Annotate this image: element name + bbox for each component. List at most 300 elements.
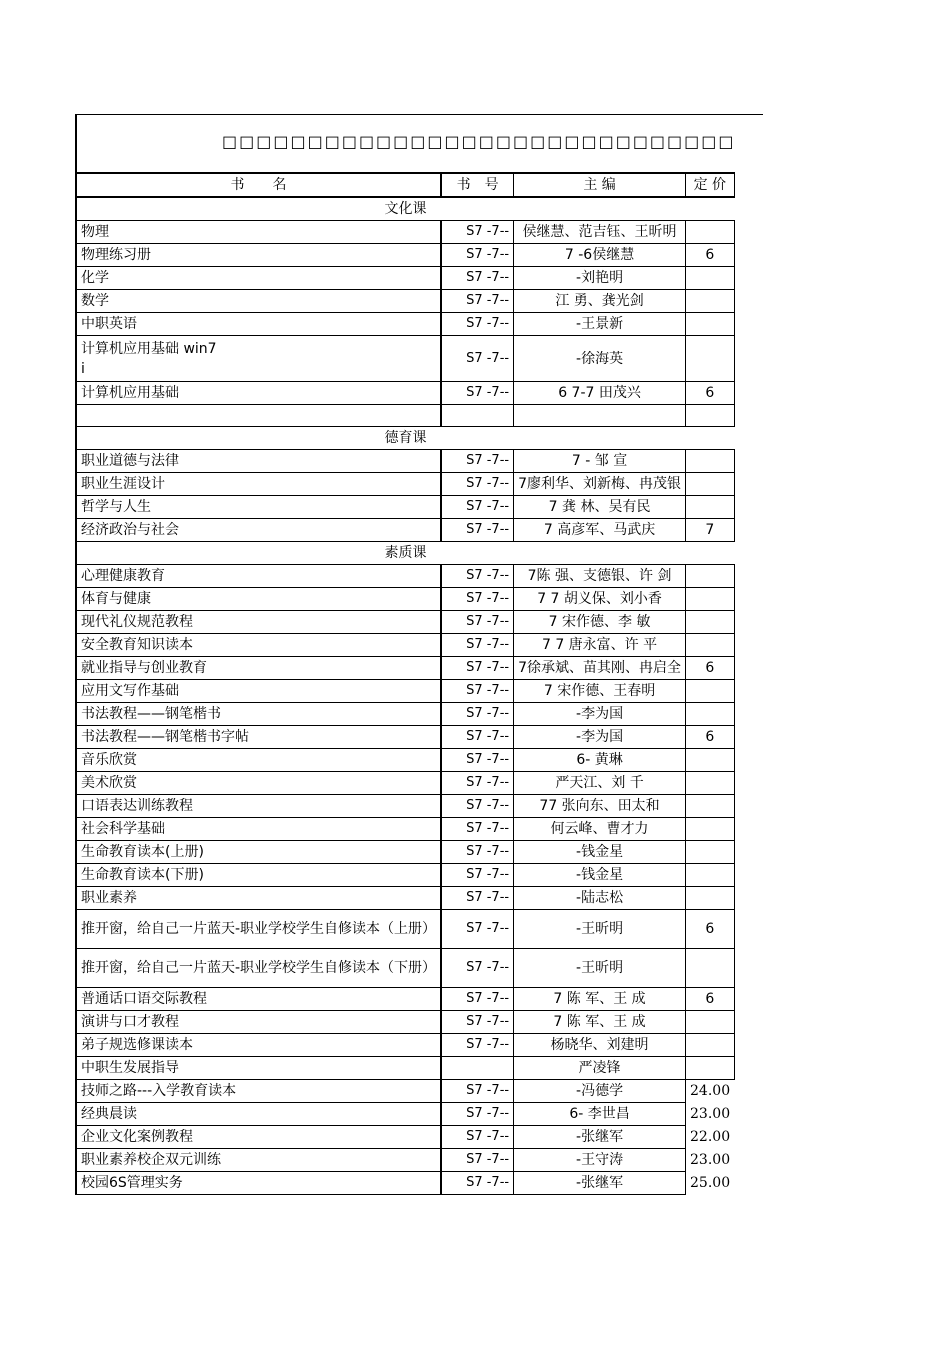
isbn-part: -	[504, 991, 510, 1006]
page-title: □□□□□□□□□□□□□□□□□□□□□□□□□□□□□□	[222, 132, 736, 151]
table-row	[76, 949, 734, 988]
isbn-part: -	[504, 921, 510, 936]
isbn-part: S	[466, 683, 475, 698]
book-editor: 江 勇、龚光剑	[514, 290, 686, 313]
book-isbn	[441, 680, 514, 703]
isbn-part: S	[466, 991, 475, 1006]
book-price	[686, 887, 735, 910]
book-price: 6	[686, 657, 735, 680]
book-name	[76, 405, 441, 427]
isbn-part: 7 -7-	[474, 522, 505, 537]
isbn-parts	[446, 1011, 509, 1033]
header-isbn: 书 号	[441, 173, 514, 197]
isbn-part: -	[504, 752, 510, 767]
isbn-parts	[446, 657, 509, 679]
isbn-part: 7 -7-	[474, 1129, 505, 1144]
book-editor: -李为国	[514, 726, 686, 749]
isbn-part: -	[504, 385, 510, 400]
isbn-parts	[446, 473, 509, 495]
isbn-part: 7 -7-	[474, 775, 505, 790]
book-price: 23.00	[690, 1106, 731, 1122]
isbn-part: -	[504, 775, 510, 790]
table-row	[76, 519, 734, 542]
isbn-part: -	[504, 316, 510, 331]
book-price	[686, 864, 735, 887]
isbn-part: -	[504, 350, 510, 366]
isbn-part: 7 -7-	[474, 1106, 505, 1121]
isbn-part: S	[466, 844, 475, 859]
isbn-part: 7 -7-	[474, 660, 505, 675]
isbn-parts	[446, 290, 509, 312]
book-name: 经典晨读	[76, 1103, 441, 1126]
book-price: 6	[686, 382, 735, 405]
book-name: 中职英语	[76, 313, 441, 336]
header-editor: 主 编	[514, 173, 686, 197]
book-name: 心理健康教育	[76, 565, 441, 588]
table-row	[76, 657, 734, 680]
isbn-parts	[446, 1034, 509, 1056]
table-row	[76, 496, 734, 519]
book-editor: -徐海英	[514, 336, 686, 382]
book-editor: 何云峰、曹才力	[514, 818, 686, 841]
book-editor: 6 7-7 田茂兴	[514, 382, 686, 405]
isbn-part: 7 -7-	[474, 614, 505, 629]
table-row	[76, 473, 734, 496]
isbn-part: -	[504, 960, 510, 975]
book-isbn	[441, 313, 514, 336]
isbn-part: S	[466, 1175, 475, 1190]
book-editor: 7徐承斌、苗其刚、冉启全	[514, 657, 686, 680]
table-row	[76, 1057, 734, 1080]
isbn-part: S	[466, 1014, 475, 1029]
table-row	[76, 749, 734, 772]
book-editor: 杨晓华、刘建明	[514, 1034, 686, 1057]
book-editor: -刘艳明	[514, 267, 686, 290]
isbn-part: -	[504, 522, 510, 537]
book-price: 25.00	[690, 1175, 731, 1191]
book-editor: 7 宋作德、李 敏	[514, 611, 686, 634]
table-row	[76, 726, 734, 749]
isbn-parts	[446, 957, 509, 979]
table-row	[76, 887, 734, 910]
isbn-parts	[446, 1149, 509, 1171]
book-editor: 7陈 强、支德银、许 剑	[514, 565, 686, 588]
table-row	[76, 1011, 734, 1034]
isbn-part: -	[504, 247, 510, 262]
isbn-part: S	[466, 798, 475, 813]
book-isbn	[441, 657, 514, 680]
book-name: 中职生发展指导	[76, 1057, 441, 1080]
table-row	[76, 450, 734, 473]
section-label: 文化课	[76, 197, 734, 221]
table-row	[76, 267, 734, 290]
book-isbn	[441, 405, 514, 427]
isbn-part: S	[466, 224, 475, 239]
isbn-parts	[446, 634, 509, 656]
book-name: 美术欣赏	[76, 772, 441, 795]
book-name: 校园6S管理实务	[76, 1172, 441, 1195]
isbn-parts	[446, 1080, 509, 1102]
table-row	[76, 221, 734, 244]
book-isbn	[441, 290, 514, 313]
table-row	[76, 703, 734, 726]
book-price	[686, 634, 735, 657]
isbn-parts	[446, 382, 509, 404]
isbn-part: S	[466, 752, 475, 767]
isbn-parts	[446, 918, 509, 940]
isbn-part: 7 -7-	[474, 706, 505, 721]
book-name: 书法教程——钢笔楷书字帖	[76, 726, 441, 749]
isbn-part: S	[466, 247, 475, 262]
book-price	[686, 680, 735, 703]
book-isbn	[441, 244, 514, 267]
isbn-part: 7 -7-	[474, 591, 505, 606]
isbn-part: 7 -7-	[474, 499, 505, 514]
isbn-part: 7 -7-	[474, 247, 505, 262]
isbn-part: S	[466, 476, 475, 491]
book-name: 生命教育读本(下册)	[76, 864, 441, 887]
isbn-part: -	[504, 637, 510, 652]
book-name: 安全教育知识读本	[76, 634, 441, 657]
isbn-parts	[446, 519, 509, 541]
table-row	[76, 1172, 734, 1195]
table-row	[76, 382, 734, 405]
book-price	[686, 450, 735, 473]
book-isbn	[441, 1011, 514, 1034]
book-editor: 7 陈 军、王 成	[514, 988, 686, 1011]
book-price	[686, 267, 735, 290]
isbn-part: 7 -7-	[474, 270, 505, 285]
book-name: 物理练习册	[76, 244, 441, 267]
isbn-part: S	[466, 1106, 475, 1121]
isbn-parts	[446, 841, 509, 863]
isbn-part: -	[504, 890, 510, 905]
book-name: 物理	[76, 221, 441, 244]
book-price	[686, 749, 735, 772]
book-isbn	[441, 864, 514, 887]
book-name: 书法教程——钢笔楷书	[76, 703, 441, 726]
isbn-part: S	[466, 1152, 475, 1167]
book-editor: 7 7 胡义保、刘小香	[514, 588, 686, 611]
book-isbn	[441, 565, 514, 588]
isbn-part: -	[504, 1083, 510, 1098]
book-isbn	[441, 1103, 514, 1126]
book-editor: 7 陈 军、王 成	[514, 1011, 686, 1034]
isbn-part: S	[466, 453, 475, 468]
book-name: 技师之路---入学教育读本	[76, 1080, 441, 1103]
isbn-part: -	[504, 844, 510, 859]
table-row	[76, 772, 734, 795]
book-name: 口语表达训练教程	[76, 795, 441, 818]
isbn-part: 7 -7-	[474, 385, 505, 400]
isbn-parts	[446, 1172, 509, 1194]
book-editor: -张继军	[514, 1172, 686, 1195]
book-editor: 侯继慧、范吉钰、王昕明	[514, 221, 686, 244]
isbn-part: 7 -7-	[474, 293, 505, 308]
book-editor: 7 高彦军、马武庆	[514, 519, 686, 542]
book-table	[75, 172, 735, 1195]
isbn-part: S	[466, 637, 475, 652]
book-price	[686, 313, 735, 336]
isbn-parts	[446, 496, 509, 518]
isbn-parts	[446, 450, 509, 472]
isbn-part: S	[466, 706, 475, 721]
header-price: 定 价	[686, 173, 735, 197]
book-isbn	[441, 382, 514, 405]
isbn-part: -	[504, 798, 510, 813]
title-box	[75, 114, 763, 172]
book-price	[686, 795, 735, 818]
isbn-parts	[446, 313, 509, 335]
isbn-parts	[446, 680, 509, 702]
isbn-part: 7 -7-	[474, 991, 505, 1006]
book-name: 生命教育读本(上册)	[76, 841, 441, 864]
isbn-parts	[446, 588, 509, 610]
book-editor	[514, 405, 686, 427]
isbn-part: -	[504, 614, 510, 629]
isbn-parts	[446, 611, 509, 633]
book-isbn	[441, 772, 514, 795]
book-editor: 77 张向东、田太和	[514, 795, 686, 818]
book-editor: 6- 李世昌	[514, 1103, 686, 1126]
isbn-part: -	[504, 476, 510, 491]
book-price	[686, 841, 735, 864]
isbn-part: 7 -7-	[474, 1083, 505, 1098]
book-editor: 7 龚 林、吴有民	[514, 496, 686, 519]
book-editor: 7廖利华、刘新梅、冉茂银	[514, 473, 686, 496]
book-name: 企业文化案例教程	[76, 1126, 441, 1149]
isbn-part: S	[466, 960, 475, 975]
table-row	[76, 988, 734, 1011]
book-isbn	[441, 988, 514, 1011]
isbn-part: S	[466, 293, 475, 308]
isbn-part: 7 -7-	[474, 1037, 505, 1052]
isbn-parts	[446, 988, 509, 1010]
section-row	[76, 542, 734, 565]
isbn-parts	[446, 267, 509, 289]
book-name: 现代礼仪规范教程	[76, 611, 441, 634]
book-isbn	[441, 1057, 514, 1080]
book-price: 6	[686, 910, 735, 949]
isbn-part: -	[504, 453, 510, 468]
isbn-part: -	[504, 683, 510, 698]
isbn-part: S	[466, 614, 475, 629]
isbn-part: S	[466, 385, 475, 400]
book-editor: 6- 黄琳	[514, 749, 686, 772]
header-row	[76, 173, 734, 197]
book-name: 社会科学基础	[76, 818, 441, 841]
book-name: 计算机应用基础 win7 i	[76, 336, 441, 382]
section-label: 素质课	[76, 542, 734, 565]
isbn-parts	[446, 726, 509, 748]
table-row	[76, 680, 734, 703]
book-name: 经济政治与社会	[76, 519, 441, 542]
isbn-part: 7 -7-	[474, 867, 505, 882]
book-name: 职业素养	[76, 887, 441, 910]
table-row	[76, 1149, 734, 1172]
book-price: 6	[686, 244, 735, 267]
isbn-parts	[446, 348, 509, 370]
book-name: 职业素养校企双元训练	[76, 1149, 441, 1172]
table-row	[76, 588, 734, 611]
table-row	[76, 818, 734, 841]
book-editor: -王景新	[514, 313, 686, 336]
book-price	[686, 565, 735, 588]
isbn-part: 7 -7-	[474, 798, 505, 813]
isbn-part: -	[504, 1129, 510, 1144]
isbn-part: S	[466, 316, 475, 331]
book-name: 化学	[76, 267, 441, 290]
isbn-part: -	[504, 1152, 510, 1167]
isbn-part: S	[466, 729, 475, 744]
book-price	[686, 703, 735, 726]
book-price: 7	[686, 519, 735, 542]
isbn-part: S	[466, 1037, 475, 1052]
section-label: 德育课	[76, 427, 734, 450]
book-isbn	[441, 726, 514, 749]
book-isbn	[441, 1080, 514, 1103]
book-isbn	[441, 910, 514, 949]
table-row	[76, 1080, 734, 1103]
book-editor: 7 宋作德、王春明	[514, 680, 686, 703]
isbn-part: 7 -7-	[474, 1014, 505, 1029]
book-isbn	[441, 611, 514, 634]
book-isbn	[441, 496, 514, 519]
isbn-part: S	[466, 821, 475, 836]
isbn-part: -	[504, 1014, 510, 1029]
isbn-part: S	[466, 867, 475, 882]
isbn-parts	[446, 772, 509, 794]
header-name: 书 名	[76, 173, 441, 197]
table-row	[76, 336, 734, 382]
book-isbn	[441, 1172, 514, 1195]
book-isbn	[441, 949, 514, 988]
section-row	[76, 197, 734, 221]
isbn-part: 7 -7-	[474, 568, 505, 583]
book-price	[686, 611, 735, 634]
book-isbn	[441, 1034, 514, 1057]
book-editor: -冯德学	[514, 1080, 686, 1103]
book-price	[686, 588, 735, 611]
table-row	[76, 1103, 734, 1126]
book-editor: -王昕明	[514, 949, 686, 988]
isbn-part: 7 -7-	[474, 683, 505, 698]
book-isbn	[441, 703, 514, 726]
isbn-part: S	[466, 499, 475, 514]
isbn-part: -	[504, 1106, 510, 1121]
book-editor: -钱金星	[514, 841, 686, 864]
isbn-part: 7 -7-	[474, 350, 505, 366]
book-isbn	[441, 1149, 514, 1172]
isbn-part: 7 -7-	[474, 921, 505, 936]
table-row	[76, 864, 734, 887]
book-price	[686, 290, 735, 313]
book-isbn	[441, 1126, 514, 1149]
isbn-part: 7 -7-	[474, 1175, 505, 1190]
book-price	[686, 221, 735, 244]
book-isbn	[441, 588, 514, 611]
book-isbn	[441, 841, 514, 864]
book-editor: -钱金星	[514, 864, 686, 887]
isbn-part: -	[504, 499, 510, 514]
isbn-part: S	[466, 591, 475, 606]
book-name: 演讲与口才教程	[76, 1011, 441, 1034]
isbn-part: -	[504, 821, 510, 836]
book-isbn	[441, 634, 514, 657]
book-editor: -王昕明	[514, 910, 686, 949]
book-price	[686, 496, 735, 519]
isbn-part: -	[504, 270, 510, 285]
book-editor: -李为国	[514, 703, 686, 726]
isbn-parts	[446, 565, 509, 587]
book-isbn	[441, 887, 514, 910]
table-row	[76, 841, 734, 864]
book-editor: 7 -6侯继慧	[514, 244, 686, 267]
table-row	[76, 795, 734, 818]
table-row	[76, 290, 734, 313]
book-name: 计算机应用基础	[76, 382, 441, 405]
isbn-part: 7 -7-	[474, 1152, 505, 1167]
isbn-part: -	[504, 1037, 510, 1052]
isbn-part: -	[504, 293, 510, 308]
table-row	[76, 1126, 734, 1149]
book-name: 就业指导与创业教育	[76, 657, 441, 680]
isbn-part: -	[504, 591, 510, 606]
book-name: 体育与健康	[76, 588, 441, 611]
book-editor: 7 7 唐永富、许 平	[514, 634, 686, 657]
book-price: 22.00	[690, 1129, 731, 1145]
isbn-part: -	[504, 706, 510, 721]
isbn-part: S	[466, 660, 475, 675]
book-name: 音乐欣赏	[76, 749, 441, 772]
isbn-part: S	[466, 270, 475, 285]
book-price: 23.00	[690, 1152, 731, 1168]
isbn-parts	[446, 864, 509, 886]
isbn-parts	[446, 818, 509, 840]
isbn-part: S	[466, 522, 475, 537]
isbn-part: 7 -7-	[474, 752, 505, 767]
book-name: 弟子规选修课读本	[76, 1034, 441, 1057]
book-editor: 严天江、刘 千	[514, 772, 686, 795]
book-isbn	[441, 221, 514, 244]
book-name: 职业道德与法律	[76, 450, 441, 473]
isbn-part: -	[504, 660, 510, 675]
isbn-part: S	[466, 1083, 475, 1098]
book-name: 数学	[76, 290, 441, 313]
book-price	[686, 473, 735, 496]
book-name: 职业生涯设计	[76, 473, 441, 496]
book-isbn	[441, 450, 514, 473]
book-price	[686, 1011, 735, 1034]
isbn-part: -	[504, 568, 510, 583]
isbn-part: S	[466, 775, 475, 790]
isbn-parts	[446, 887, 509, 909]
book-price	[686, 818, 735, 841]
table-row	[76, 611, 734, 634]
book-editor: -王守涛	[514, 1149, 686, 1172]
book-editor: -陆志松	[514, 887, 686, 910]
isbn-part: 7 -7-	[474, 821, 505, 836]
book-name: 推开窗，给自己一片蓝天-职业学校学生自修读本（上册）	[76, 910, 441, 949]
book-price	[686, 336, 735, 382]
isbn-part: 7 -7-	[474, 960, 505, 975]
isbn-parts	[446, 795, 509, 817]
book-price: 24.00	[690, 1083, 731, 1100]
book-isbn	[441, 818, 514, 841]
isbn-part: 7 -7-	[474, 453, 505, 468]
isbn-parts	[446, 703, 509, 725]
isbn-part: -	[504, 867, 510, 882]
